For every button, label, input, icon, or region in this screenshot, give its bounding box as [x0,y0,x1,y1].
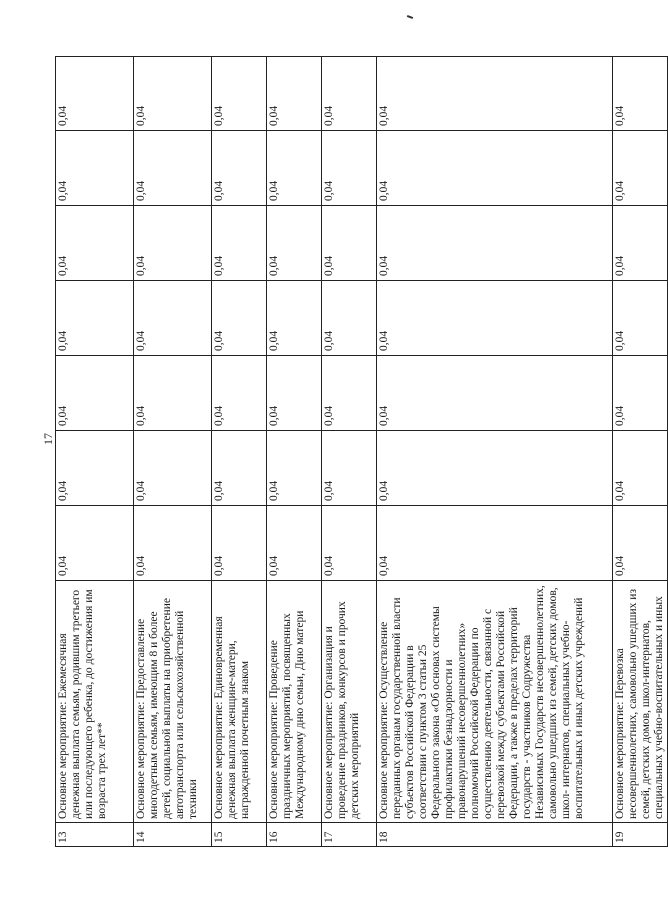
value-cell: 0,04 [212,506,267,581]
value-cell: 0,04 [134,57,212,131]
row-number: 13 [56,823,134,847]
measures-table [55,56,668,847]
measure-description: Основное мероприятие: Предоставление многодетным семьям, имеющим 8 и более детей, социальной выплаты на приобретение автотранспорта или сельскохозяйственной техники [134,581,212,823]
value-cell: 0,04 [134,431,212,506]
value-cell: 0,04 [613,131,668,206]
value-cell: 0,04 [134,131,212,206]
table-row [613,57,668,847]
value-cell: 0,04 [267,281,322,356]
value-cell: 0,04 [134,206,212,281]
value-cell: 0,04 [322,356,377,431]
value-cell: 0,04 [377,506,613,581]
value-cell: 0,04 [377,206,613,281]
value-cell: 0,04 [267,431,322,506]
value-cell: 0,04 [322,431,377,506]
value-cell: 0,04 [322,131,377,206]
measure-description: Основное мероприятие: Ежемесячная денежная выплата семьям, родившим третьего или последующего ребенка, до достижения им возраста трех лет** [56,581,134,823]
row-number: 17 [322,823,377,847]
scan-mark [407,15,413,19]
page-number: 17 [41,433,55,445]
measure-description: Основное мероприятие: Перевозка несовершеннолетних, самовольно ушедших из семей, детских домов, школ-интернатов, специальных учебно-воспитательных и иных [613,581,668,823]
measure-description: Основное мероприятие: Единовременная денежная выплата женщине-матери, награжденной почетным знаком [212,581,267,823]
value-cell: 0,04 [377,131,613,206]
value-cell: 0,04 [322,281,377,356]
value-cell: 0,04 [56,57,134,131]
row-number: 14 [134,823,212,847]
measure-description: Основное мероприятие: Организация и проведение праздников, конкурсов и прочих детских мероприятий [322,581,377,823]
value-cell: 0,04 [613,506,668,581]
value-cell: 0,04 [56,206,134,281]
value-cell: 0,04 [377,281,613,356]
value-cell: 0,04 [322,506,377,581]
value-cell: 0,04 [212,431,267,506]
row-number: 19 [613,823,668,847]
table-row [134,57,212,847]
value-cell: 0,04 [212,131,267,206]
value-cell: 0,04 [212,356,267,431]
table-row [212,57,267,847]
row-number: 15 [212,823,267,847]
value-cell: 0,04 [267,506,322,581]
value-cell: 0,04 [56,431,134,506]
value-cell: 0,04 [613,281,668,356]
value-cell: 0,04 [613,57,668,131]
value-cell: 0,04 [267,57,322,131]
value-cell: 0,04 [56,356,134,431]
value-cell: 0,04 [322,206,377,281]
value-cell: 0,04 [134,356,212,431]
table-row [56,57,134,847]
value-cell: 0,04 [212,57,267,131]
value-cell: 0,04 [613,206,668,281]
table-row [267,57,322,847]
rotated-table-container [55,57,665,847]
value-cell: 0,04 [267,206,322,281]
value-cell: 0,04 [613,431,668,506]
measure-description: Основное мероприятие: Осуществление переданных органам государственной власти субъектов Российской Федерации в соответствии с пунктом 3 статьи 25 Федерального закона «Об основах системы профилактики безнадзорности и правонарушений несовершеннолетних» полномочий Российской Федерации по осуществлению деятельности, связанной с перевозкой между субъектами Российской Федерации, а также в пределах территорий государств - участников Содружества Независимых Государств несовершеннолетних, самовольно ушедших из семей, детских домов, школ- интернатов, специальных учебно-воспитательных и иных детских учреждений [377,581,613,823]
row-number: 16 [267,823,322,847]
value-cell: 0,04 [212,206,267,281]
value-cell: 0,04 [134,506,212,581]
table-row [377,57,613,847]
value-cell: 0,04 [613,356,668,431]
value-cell: 0,04 [377,431,613,506]
value-cell: 0,04 [56,506,134,581]
row-number: 18 [377,823,613,847]
value-cell: 0,04 [267,131,322,206]
value-cell: 0,04 [56,281,134,356]
table-row [322,57,377,847]
value-cell: 0,04 [322,57,377,131]
measure-description: Основное мероприятие: Проведение праздничных мероприятий, посвященных Международному дню семьи, Дню матери [267,581,322,823]
value-cell: 0,04 [56,131,134,206]
value-cell: 0,04 [377,356,613,431]
value-cell: 0,04 [267,356,322,431]
value-cell: 0,04 [377,57,613,131]
value-cell: 0,04 [134,281,212,356]
value-cell: 0,04 [212,281,267,356]
